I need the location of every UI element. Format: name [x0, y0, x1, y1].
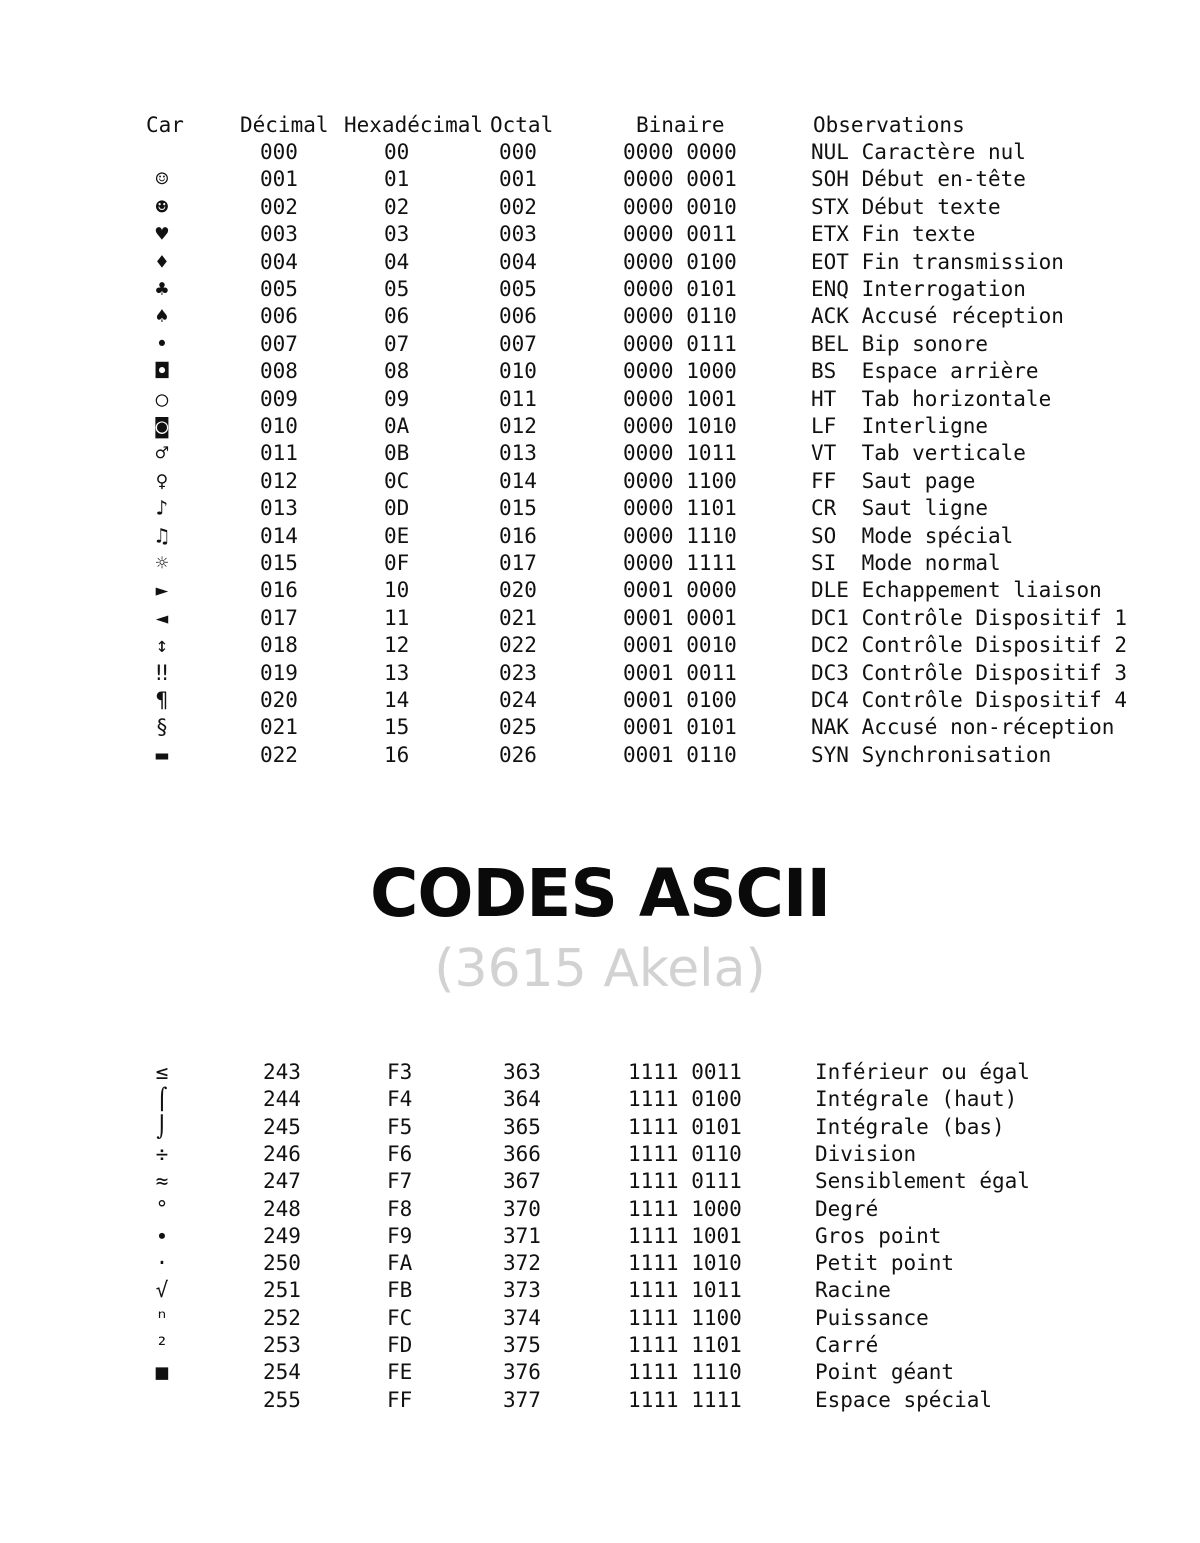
decimal-cell: 009	[260, 386, 298, 411]
hex-cell: 14	[384, 688, 410, 712]
observation-cell: Petit point	[815, 1251, 955, 1276]
table-row	[0, 194, 1200, 221]
hex-cell: FA	[387, 1251, 413, 1276]
header-hex: Hexadécimal	[344, 113, 484, 137]
binary-cell: 0000 1001	[623, 386, 737, 411]
hex-cell: 0E	[384, 523, 410, 548]
hex-cell: 0F	[384, 551, 410, 575]
octal-cell: 375	[503, 1333, 541, 1357]
decimal-cell: 001	[260, 167, 298, 192]
decimal-cell: 250	[263, 1251, 301, 1276]
binary-cell: 0000 0000	[623, 140, 737, 164]
octal-cell: 014	[499, 468, 537, 493]
decimal-cell: 012	[260, 468, 298, 493]
octal-cell: 370	[503, 1196, 541, 1221]
page-title: CODES ASCII	[369, 855, 831, 932]
table-row	[0, 1277, 1200, 1304]
decimal-cell: 017	[260, 605, 298, 630]
hex-cell: 06	[384, 304, 410, 329]
decimal-cell: 000	[260, 140, 298, 164]
binary-cell: 0000 0101	[623, 277, 737, 301]
char-glyph: ☼	[155, 551, 169, 575]
octal-cell: 363	[503, 1060, 541, 1084]
char-glyph: ♂	[155, 441, 169, 466]
binary-cell: 1111 1111	[628, 1387, 742, 1412]
char-glyph: ‼	[155, 660, 169, 685]
header-observations: Observations	[813, 113, 965, 137]
observation-cell: Espace spécial	[815, 1387, 993, 1412]
decimal-cell: 020	[260, 688, 298, 712]
observation-cell: NAK Accusé non-réception	[811, 715, 1115, 740]
hex-cell: FE	[387, 1360, 413, 1385]
table-row	[0, 276, 1200, 303]
decimal-cell: 003	[260, 222, 298, 247]
char-glyph: ♪	[155, 496, 169, 521]
decimal-cell: 004	[260, 249, 298, 274]
observation-cell: Point géant	[815, 1360, 955, 1385]
table-row	[0, 166, 1200, 193]
table-row	[0, 632, 1200, 659]
hex-cell: 0D	[384, 496, 410, 521]
decimal-cell: 013	[260, 496, 298, 521]
table-row	[0, 440, 1200, 467]
table-row	[0, 1223, 1200, 1250]
table-row	[0, 413, 1200, 440]
hex-cell: F8	[387, 1196, 413, 1221]
hex-cell: 16	[384, 742, 410, 767]
table-row	[0, 660, 1200, 687]
hex-cell: 0B	[384, 441, 410, 466]
hex-cell: 01	[384, 167, 410, 192]
octal-cell: 020	[499, 578, 537, 603]
decimal-cell: 247	[263, 1169, 301, 1194]
char-glyph: ♫	[155, 523, 169, 548]
octal-cell: 022	[499, 633, 537, 658]
table-row	[0, 550, 1200, 577]
hex-cell: 0A	[384, 414, 410, 438]
hex-cell: FD	[387, 1333, 413, 1357]
binary-cell: 1111 1100	[628, 1305, 742, 1330]
observation-cell: SOH Début en-tête	[811, 167, 1026, 192]
table-row	[0, 714, 1200, 741]
table-row	[0, 139, 1200, 166]
observation-cell: ETX Fin texte	[811, 222, 976, 247]
char-glyph: √	[155, 1278, 169, 1303]
hex-cell: FB	[387, 1278, 413, 1303]
char-glyph: ◄	[155, 605, 169, 630]
binary-cell: 1111 1011	[628, 1278, 742, 1303]
hex-cell: 07	[384, 331, 410, 356]
decimal-cell: 018	[260, 633, 298, 658]
char-glyph: ⌡	[155, 1114, 169, 1139]
binary-cell: 1111 0111	[628, 1169, 742, 1194]
decimal-cell: 008	[260, 359, 298, 384]
table-row	[0, 221, 1200, 248]
octal-cell: 013	[499, 441, 537, 466]
header-binary: Binaire	[636, 113, 725, 137]
decimal-cell: 002	[260, 194, 298, 219]
binary-cell: 1111 1010	[628, 1251, 742, 1276]
binary-cell: 0000 0011	[623, 222, 737, 247]
octal-cell: 010	[499, 359, 537, 384]
char-glyph: •	[155, 331, 169, 356]
char-glyph: ♀	[155, 468, 169, 493]
table-row	[0, 1305, 1200, 1332]
binary-cell: 1111 1000	[628, 1196, 742, 1221]
table-row	[0, 605, 1200, 632]
binary-cell: 0001 0001	[623, 605, 737, 630]
hex-cell: 12	[384, 633, 410, 658]
decimal-cell: 254	[263, 1360, 301, 1385]
octal-cell: 000	[499, 140, 537, 164]
observation-cell: DC1 Contrôle Dispositif 1	[811, 605, 1128, 630]
char-glyph: ·	[155, 1251, 169, 1276]
char-glyph: §	[155, 715, 169, 740]
table-row	[0, 386, 1200, 413]
char-glyph: ►	[155, 578, 169, 603]
table-row	[0, 358, 1200, 385]
octal-cell: 366	[503, 1141, 541, 1166]
octal-cell: 026	[499, 742, 537, 767]
binary-cell: 0000 1000	[623, 359, 737, 384]
hex-cell: 04	[384, 249, 410, 274]
hex-cell: F5	[387, 1114, 413, 1139]
char-glyph: ∙	[155, 1223, 169, 1248]
table-row	[0, 249, 1200, 276]
decimal-cell: 249	[263, 1223, 301, 1248]
hex-cell: 0C	[384, 468, 410, 493]
binary-cell: 1111 1001	[628, 1223, 742, 1248]
observation-cell: CR Saut ligne	[811, 496, 989, 521]
char-glyph: ♥	[155, 222, 169, 247]
decimal-cell: 022	[260, 742, 298, 767]
binary-cell: 1111 1101	[628, 1333, 742, 1357]
table-row	[0, 1359, 1200, 1386]
decimal-cell: 246	[263, 1141, 301, 1166]
char-glyph: ♦	[155, 249, 169, 274]
octal-cell: 016	[499, 523, 537, 548]
observation-cell: STX Début texte	[811, 194, 1001, 219]
char-glyph: ☺	[155, 167, 169, 192]
observation-cell: Gros point	[815, 1223, 942, 1248]
table-row	[0, 1114, 1200, 1141]
binary-cell: 0001 0010	[623, 633, 737, 658]
char-glyph: °	[155, 1196, 169, 1221]
char-glyph: ↕	[155, 633, 169, 658]
char-glyph: ■	[155, 1360, 169, 1385]
header-decimal: Décimal	[240, 113, 329, 137]
binary-cell: 0000 0111	[623, 331, 737, 356]
table-row	[0, 331, 1200, 358]
decimal-cell: 014	[260, 523, 298, 548]
decimal-cell: 253	[263, 1333, 301, 1357]
observation-cell: BS Espace arrière	[811, 359, 1039, 384]
observation-cell: FF Saut page	[811, 468, 976, 493]
octal-cell: 367	[503, 1169, 541, 1194]
hex-cell: FC	[387, 1305, 413, 1330]
binary-cell: 0001 0011	[623, 660, 737, 685]
binary-cell: 0001 0000	[623, 578, 737, 603]
hex-cell: 08	[384, 359, 410, 384]
table-row	[0, 1141, 1200, 1168]
decimal-cell: 006	[260, 304, 298, 329]
binary-cell: 0000 0100	[623, 249, 737, 274]
decimal-cell: 251	[263, 1278, 301, 1303]
observation-cell: Intégrale (haut)	[815, 1087, 1018, 1112]
page-subtitle: (3615 Akela)	[434, 939, 766, 999]
char-glyph: ⁿ	[155, 1305, 169, 1330]
table-row	[0, 1168, 1200, 1195]
hex-cell: 09	[384, 386, 410, 411]
header-octal: Octal	[490, 113, 554, 137]
char-glyph: ≈	[155, 1169, 169, 1194]
octal-cell: 365	[503, 1114, 541, 1139]
decimal-cell: 252	[263, 1305, 301, 1330]
octal-cell: 377	[503, 1387, 541, 1412]
hex-cell: 11	[384, 605, 410, 630]
char-glyph: ◘	[155, 359, 169, 384]
octal-cell: 005	[499, 277, 537, 301]
hex-cell: F6	[387, 1141, 413, 1166]
observation-cell: Puissance	[815, 1305, 929, 1330]
observation-cell: Degré	[815, 1196, 879, 1221]
observation-cell: Sensiblement égal	[815, 1169, 1030, 1194]
table-row	[0, 742, 1200, 769]
observation-cell: Carré	[815, 1333, 879, 1357]
hex-cell: FF	[387, 1387, 413, 1412]
decimal-cell: 245	[263, 1114, 301, 1139]
observation-cell: SO Mode spécial	[811, 523, 1014, 548]
octal-cell: 004	[499, 249, 537, 274]
table-row	[0, 523, 1200, 550]
table-row	[0, 1250, 1200, 1277]
octal-cell: 017	[499, 551, 537, 575]
char-glyph: ⌠	[155, 1087, 169, 1112]
hex-cell: F4	[387, 1087, 413, 1112]
binary-cell: 1111 0110	[628, 1141, 742, 1166]
char-glyph: ¶	[155, 688, 169, 712]
binary-cell: 0000 1110	[623, 523, 737, 548]
binary-cell: 0000 1101	[623, 496, 737, 521]
char-glyph: ÷	[155, 1141, 169, 1166]
decimal-cell: 255	[263, 1387, 301, 1412]
observation-cell: DC4 Contrôle Dispositif 4	[811, 688, 1128, 712]
decimal-cell: 019	[260, 660, 298, 685]
octal-cell: 001	[499, 167, 537, 192]
char-glyph: ▬	[155, 742, 169, 767]
observation-cell: SI Mode normal	[811, 551, 1001, 575]
hex-cell: F9	[387, 1223, 413, 1248]
decimal-cell: 243	[263, 1060, 301, 1084]
decimal-cell: 005	[260, 277, 298, 301]
hex-cell: 10	[384, 578, 410, 603]
hex-cell: 05	[384, 277, 410, 301]
decimal-cell: 007	[260, 331, 298, 356]
char-glyph: ☻	[155, 194, 169, 219]
binary-cell: 1111 0011	[628, 1060, 742, 1084]
decimal-cell: 244	[263, 1087, 301, 1112]
table-row	[0, 303, 1200, 330]
table-header	[0, 112, 1200, 139]
binary-cell: 0000 0110	[623, 304, 737, 329]
binary-cell: 0001 0110	[623, 742, 737, 767]
decimal-cell: 010	[260, 414, 298, 438]
observation-cell: DC3 Contrôle Dispositif 3	[811, 660, 1128, 685]
binary-cell: 1111 0100	[628, 1087, 742, 1112]
table-row	[0, 1332, 1200, 1359]
binary-cell: 0000 1011	[623, 441, 737, 466]
octal-cell: 024	[499, 688, 537, 712]
decimal-cell: 015	[260, 551, 298, 575]
observation-cell: Division	[815, 1141, 917, 1166]
octal-cell: 011	[499, 386, 537, 411]
table-row	[0, 577, 1200, 604]
binary-cell: 0001 0100	[623, 688, 737, 712]
octal-cell: 376	[503, 1360, 541, 1385]
binary-cell: 0000 1111	[623, 551, 737, 575]
octal-cell: 021	[499, 605, 537, 630]
table-row	[0, 687, 1200, 714]
observation-cell: Inférieur ou égal	[815, 1060, 1030, 1084]
table-row	[0, 1086, 1200, 1113]
octal-cell: 002	[499, 194, 537, 219]
observation-cell: ENQ Interrogation	[811, 277, 1026, 301]
octal-cell: 372	[503, 1251, 541, 1276]
table-row	[0, 1196, 1200, 1223]
octal-cell: 003	[499, 222, 537, 247]
binary-cell: 0000 0001	[623, 167, 737, 192]
hex-cell: F3	[387, 1060, 413, 1084]
observation-cell: DC2 Contrôle Dispositif 2	[811, 633, 1128, 658]
observation-cell: HT Tab horizontale	[811, 386, 1052, 411]
observation-cell: LF Interligne	[811, 414, 989, 438]
observation-cell: ACK Accusé réception	[811, 304, 1064, 329]
table-row	[0, 468, 1200, 495]
octal-cell: 374	[503, 1305, 541, 1330]
binary-cell: 0001 0101	[623, 715, 737, 740]
octal-cell: 012	[499, 414, 537, 438]
header-car: Car	[146, 113, 184, 137]
observation-cell: VT Tab verticale	[811, 441, 1026, 466]
observation-cell: NUL Caractère nul	[811, 140, 1026, 164]
char-glyph: ○	[155, 386, 169, 411]
octal-cell: 023	[499, 660, 537, 685]
table-row	[0, 1387, 1200, 1414]
binary-cell: 0000 1010	[623, 414, 737, 438]
char-glyph: ♠	[155, 304, 169, 329]
hex-cell: 15	[384, 715, 410, 740]
octal-cell: 364	[503, 1087, 541, 1112]
binary-cell: 0000 1100	[623, 468, 737, 493]
hex-cell: 00	[384, 140, 410, 164]
decimal-cell: 016	[260, 578, 298, 603]
binary-cell: 0000 0010	[623, 194, 737, 219]
octal-cell: 007	[499, 331, 537, 356]
decimal-cell: 248	[263, 1196, 301, 1221]
observation-cell: Racine	[815, 1278, 891, 1303]
hex-cell: 03	[384, 222, 410, 247]
table-row	[0, 495, 1200, 522]
hex-cell: 13	[384, 660, 410, 685]
binary-cell: 1111 1110	[628, 1360, 742, 1385]
char-glyph: ²	[155, 1333, 169, 1357]
observation-cell: BEL Bip sonore	[811, 331, 989, 356]
octal-cell: 373	[503, 1278, 541, 1303]
decimal-cell: 011	[260, 441, 298, 466]
hex-cell: 02	[384, 194, 410, 219]
char-glyph: ≤	[155, 1060, 169, 1084]
decimal-cell: 021	[260, 715, 298, 740]
binary-cell: 1111 0101	[628, 1114, 742, 1139]
octal-cell: 371	[503, 1223, 541, 1248]
hex-cell: F7	[387, 1169, 413, 1194]
observation-cell: EOT Fin transmission	[811, 249, 1064, 274]
char-glyph: ◙	[155, 414, 169, 438]
observation-cell: SYN Synchronisation	[811, 742, 1052, 767]
octal-cell: 025	[499, 715, 537, 740]
octal-cell: 006	[499, 304, 537, 329]
table-row	[0, 1059, 1200, 1086]
char-glyph: ♣	[155, 277, 169, 301]
octal-cell: 015	[499, 496, 537, 521]
observation-cell: Intégrale (bas)	[815, 1114, 1005, 1139]
observation-cell: DLE Echappement liaison	[811, 578, 1102, 603]
